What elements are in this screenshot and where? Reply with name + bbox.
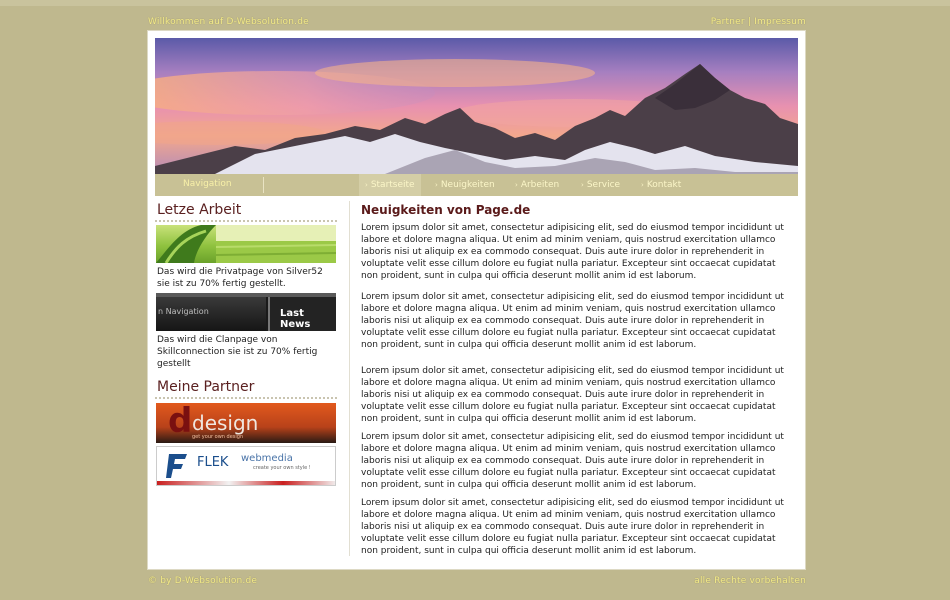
partner-link[interactable]: Partner <box>710 17 745 27</box>
nav-item-kontakt[interactable] <box>635 174 687 196</box>
page-container <box>147 30 806 570</box>
nav-arrow-icon: › <box>641 181 644 189</box>
news-paragraph: Lorem ipsum dolor sit amet, consectetur adipisicing elit, sed do eiusmod tempor incididunt ut labore et dolore magna aliqua. Ut enim ad minim veniam, quis nostrud exercitation ullamco laboris nisi ut aliquip ex ea commodo consequat. Duis aute irure dolor in reprehenderit in voluptate velit esse cillum dolore eu fugiat nulla pariatur. Excepteur sint occaecat cupidatat non proident, sunt in culpa qui officia deserunt mollit anim id est laborum. <box>361 366 784 424</box>
footer-copyright: © by D-Websolution.de <box>148 576 258 586</box>
flek-logo-icon <box>163 450 193 480</box>
nav-item-label: Service <box>586 180 621 190</box>
nav-item-startseite[interactable] <box>359 174 421 196</box>
nav-arrow-icon: › <box>581 181 584 189</box>
news-paragraph: Lorem ipsum dolor sit amet, consectetur adipisicing elit, sed do eiusmod tempor incididunt ut labore et dolore magna aliqua. Ut enim ad minim veniam, quis nostrud exercitation ullamco laboris nisi ut aliquip ex ea commodo consequat. Duis aute irure dolor in reprehenderit in voluptate velit esse cillum dolore eu fugiat nulla pariatur. Excepteur sint occaecat cupidatat non proident, sunt in culpa qui officia deserunt mollit anim id est laborum. <box>361 432 784 490</box>
partner-logo-mark: d <box>168 403 191 441</box>
partner-logo-subtext: get your own design <box>192 434 244 440</box>
footer-rights: alle Rechte vorbehalten <box>694 576 806 586</box>
work-caption: Das wird die Privatpage von Silver52 sie ist zu 70% fertig gestellt. <box>157 267 323 289</box>
header-banner <box>155 38 798 174</box>
navigation-label: Navigation <box>183 179 232 189</box>
nav-item-service[interactable] <box>575 174 626 196</box>
flek-logo-text2: webmedia <box>241 453 293 464</box>
work-caption: Das wird die Clanpage von Skillconnection sie ist zu 70% fertig gestellt <box>157 335 318 369</box>
field-image <box>156 225 336 263</box>
partner-banner-design[interactable] <box>156 403 336 443</box>
top-strip <box>0 0 950 6</box>
nav-item-label: Kontakt <box>646 180 682 190</box>
nav-arrow-icon: › <box>435 181 438 189</box>
impressum-link[interactable]: Impressum <box>754 17 806 27</box>
page-title: Neuigkeiten von Page.de <box>361 203 531 217</box>
top-links-separator: | <box>747 17 752 27</box>
main-content <box>361 203 791 566</box>
nav-divider <box>263 177 264 193</box>
partner-logo-text: design <box>192 411 259 435</box>
top-links <box>711 17 806 27</box>
nav-arrow-icon: › <box>515 181 518 189</box>
main-navigation <box>155 174 798 196</box>
work-thumbnail-silver52[interactable] <box>156 225 336 263</box>
nav-item-label: Startseite <box>370 180 415 190</box>
welcome-text: Willkommen auf D-Websolution.de <box>148 17 309 27</box>
thumb-nav-text: n Navigation <box>158 307 209 316</box>
nav-arrow-icon: › <box>365 181 368 189</box>
mountain-banner-image <box>155 38 798 174</box>
works-title: Letze Arbeit <box>155 201 337 222</box>
nav-item-label: Arbeiten <box>520 180 560 190</box>
work-thumbnail-skillconnection[interactable] <box>156 293 336 331</box>
partners-title: Meine Partner <box>155 378 337 399</box>
nav-item-neuigkeiten[interactable] <box>429 174 501 196</box>
nav-item-arbeiten[interactable] <box>509 174 565 196</box>
flek-logo-text: FLEK <box>197 455 229 470</box>
column-divider <box>349 201 350 556</box>
nav-item-label: Neuigkeiten <box>440 180 495 190</box>
news-paragraph: Lorem ipsum dolor sit amet, consectetur adipisicing elit, sed do eiusmod tempor incididunt ut labore et dolore magna aliqua. Ut enim ad minim veniam, quis nostrud exercitation ullamco laboris nisi ut aliquip ex ea commodo consequat. Duis aute irure dolor in reprehenderit in voluptate velit esse cillum dolore eu fugiat nulla pariatur. Excepteur sint occaecat cupidatat non proident, sunt in culpa qui officia deserunt mollit anim id est laborum. <box>361 292 784 350</box>
news-paragraph: Lorem ipsum dolor sit amet, consectetur adipisicing elit, sed do eiusmod tempor incididunt ut labore et dolore magna aliqua. Ut enim ad minim veniam, quis nostrud exercitation ullamco laboris nisi ut aliquip ex ea commodo consequat. Duis aute irure dolor in reprehenderit in voluptate velit esse cillum dolore eu fugiat nulla pariatur. Excepteur sint occaecat cupidatat non proident, sunt in culpa qui officia deserunt mollit anim id est laborum. <box>361 223 784 281</box>
partner-banner-flek[interactable] <box>156 446 336 486</box>
news-paragraph: Lorem ipsum dolor sit amet, consectetur adipisicing elit, sed do eiusmod tempor incididunt ut labore et dolore magna aliqua. Ut enim ad minim veniam, quis nostrud exercitation ullamco laboris nisi ut aliquip ex ea commodo consequat. Duis aute irure dolor in reprehenderit in voluptate velit esse cillum dolore eu fugiat nulla pariatur. Excepteur sint occaecat cupidatat non proident, sunt in culpa qui officia deserunt mollit anim id est laborum. <box>361 498 784 556</box>
thumb-news-text: Last News <box>280 308 311 330</box>
flek-banner-strip <box>157 481 336 485</box>
left-sidebar <box>155 201 337 486</box>
flek-logo-subtext: create your own style ! <box>253 465 311 471</box>
